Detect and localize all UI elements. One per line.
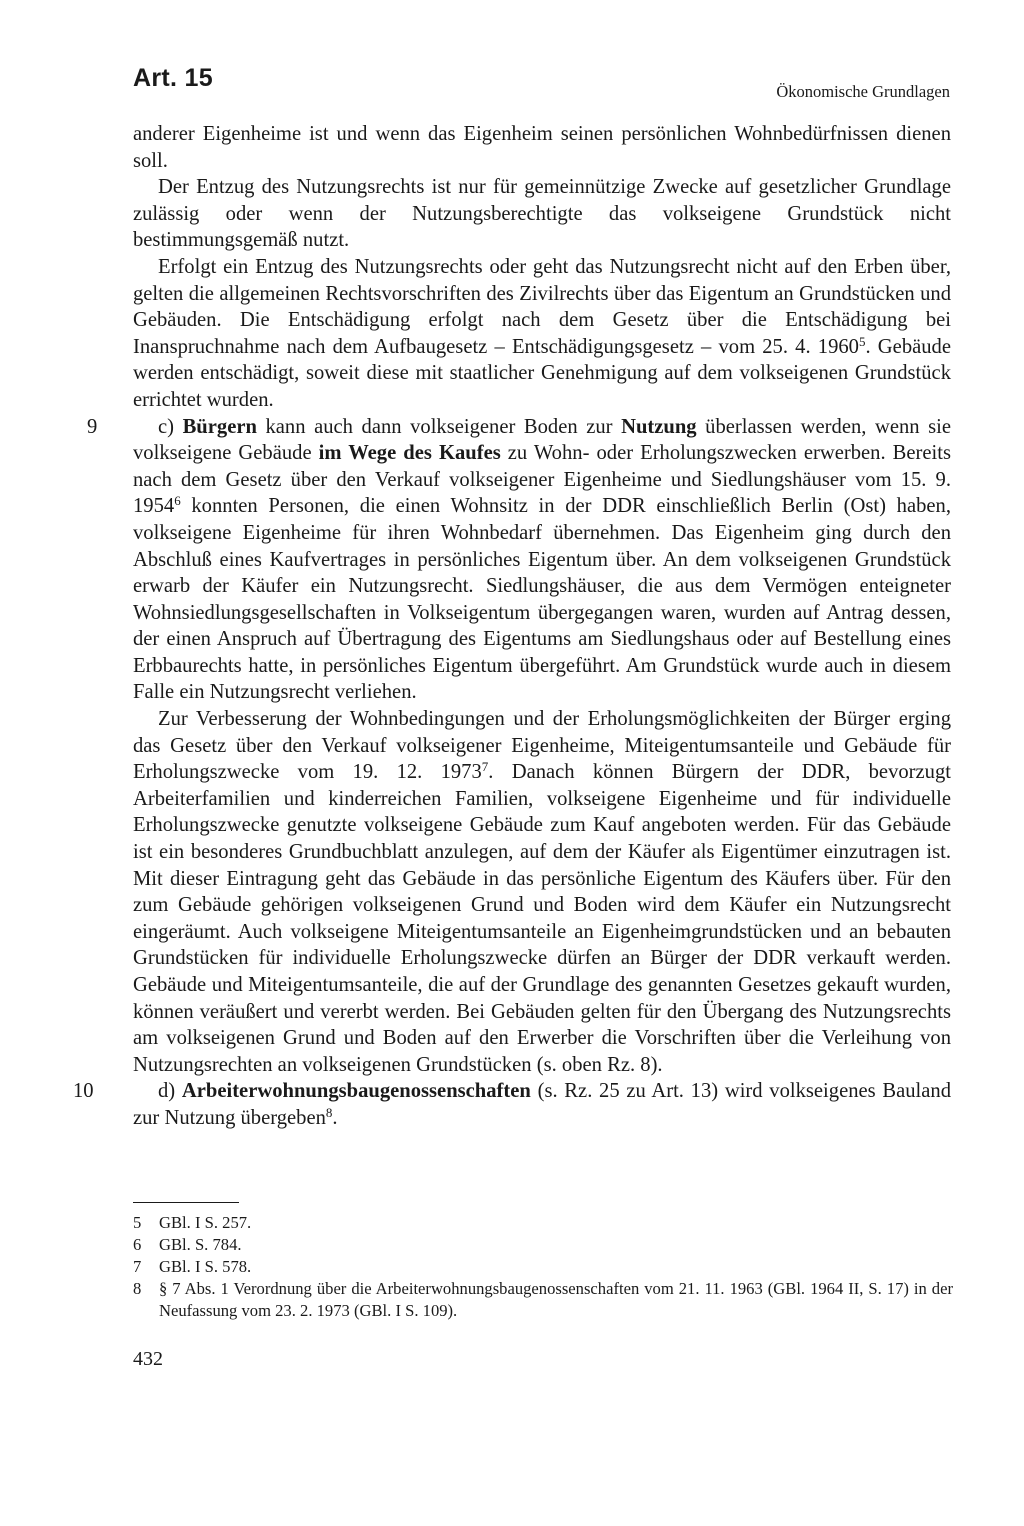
paragraph-4-text-b: kann auch dann volkseigener Boden zur (256, 415, 622, 438)
paragraph-5-text-a: Zur Verbesserung der Wohnbedingungen und der Erholungsmöglichkeiten der Bürger erging das Gesetz über den Verkauf volkseigener Eigenheime, Miteigentumsanteile und Gebäude für Erholungszwecke vom 19. 12. 1973 (133, 708, 951, 784)
paragraph-1-text: anderer Eigenheime ist und wenn das Eigenheim seinen persönlichen Wohnbedürfnissen dienen soll. (133, 123, 951, 172)
paragraph-5 (133, 706, 951, 1078)
footnote-8 (133, 1278, 953, 1322)
paragraph-2 (133, 174, 951, 254)
footnote-text: GBl. S. 784. (159, 1235, 242, 1254)
emphasis-nutzung: Nutzung (621, 415, 697, 438)
article-heading: Art. 15 (133, 64, 213, 92)
margin-number-9: 9 (87, 415, 98, 438)
paragraph-6-text-a: d) (158, 1080, 182, 1103)
paragraph-4-text-d: zu Wohn- oder Erholungszwecken erwerben. Bereits nach dem Gesetz über den Verkauf volkseigener Eigenheime und Siedlungshäuser vom 15. 9. 1954 (133, 442, 951, 518)
paragraph-4-text-c: überlassen werden, wenn sie volkseigene Gebäude (133, 415, 951, 465)
page-number: 432 (133, 1348, 163, 1370)
footnote-ref-6[interactable]: 6 (174, 493, 181, 509)
paragraph-3-text-a: Erfolgt ein Entzug des Nutzungsrechts oder geht das Nutzungsrecht nicht auf den Erben über, gelten die allgemeinen Rechtsvorschriften des Zivilrechts über das Eigentum an Grundstücken und Gebäuden. Die Entschädigung erfolgt nach dem Gesetz über die Entschädigung bei Inanspruchnahme nach dem Aufbaugesetz – Entschädigungsgesetz – vom 25. 4. 1960 (133, 255, 951, 358)
emphasis-buergern: Bürgern (182, 415, 257, 438)
paragraph-6-text-b: (s. Rz. 25 zu Art. 13) wird volkseigenes Bauland zur Nutzung übergeben (133, 1080, 951, 1129)
footnote-number: 5 (133, 1213, 142, 1232)
footnote-text: GBl. I S. 578. (159, 1257, 252, 1276)
footnote-6 (133, 1234, 953, 1256)
footnote-ref-8[interactable]: 8 (325, 1104, 333, 1120)
paragraph-6-text-c: . (332, 1106, 338, 1129)
margin-number-10: 10 (73, 1080, 94, 1103)
footnote-divider (133, 1202, 239, 1203)
footnote-number: 8 (133, 1279, 142, 1298)
paragraph-4-text-e: konnten Personen, die einen Wohnsitz in der DDR einschließlich Berlin (Ost) haben, volkseigene Eigenheime für ihren Wohnbedarf übernehmen. Das Eigenheim ging durch den Abschluß eines Kaufvertrages in persönliches Eigentum über. An dem volkseigenen Grundstück erwarb der Käufer ein Nutzungsrecht. Siedlungshäuser, die aus dem Vermögen enteigneter Wohnsiedlungsgesellschaften in Volkseigentum übergegangen waren, wurden auf Antrag dessen, der einen Anspruch auf Übertragung des Eigentums am Siedlungshaus oder auf Bestellung eines Erbbaurechts hatte, in persönliches Eigentum übergeführt. Am Grundstück wurde auch in diesem Falle ein Nutzungsrecht verliehen. (133, 495, 951, 704)
footnotes (133, 1212, 953, 1322)
emphasis-genossenschaften: Arbeiterwohnungsbaugenossenschaften (181, 1080, 531, 1103)
footnote-text: GBl. I S. 257. (159, 1213, 252, 1232)
footnote-number: 7 (133, 1257, 142, 1276)
paragraph-4 (87, 414, 951, 707)
footnote-ref-5[interactable]: 5 (858, 333, 866, 349)
emphasis-kauf: im Wege des Kaufes (318, 442, 501, 465)
footnote-ref-7[interactable]: 7 (481, 759, 489, 775)
paragraph-5-text-b: . Danach können Bürgern der DDR, bevorzugt Arbeiterfamilien und kinderreichen Familien, volkseigene Eigenheime und für individuelle Erholungszwecke genutzte volkseigene Gebäude zum Kauf angeboten werden. Für das Gebäude ist ein besonderes Grundbuchblatt anzulegen, auf dem der Käufer als Eigentümer einzutragen ist. Mit dieser Eintragung geht das Gebäude in das persönliche Eigentum des Käufers über. Für den zum Gebäude gehörigen volkseigenen Grund und Boden wird dem Käufer ein Nutzungsrecht eingeräumt. Auch volkseigene Miteigentumsanteile an Eigenheimgrundstücken und an bebauten Grundstücken für individuelle Erholungszwecke dürfen an Bürger der DDR verkauft werden. Gebäude und Miteigentumsanteile, die auf der Grundlage des genannten Gesetzes gekauft wurden, können veräußert und vererbt werden. Bei Gebäuden gelten für den Übergang des Nutzungsrechts am volkseigenen Grund und Boden auf den Erwerber die Vorschriften über die Verleihung von Nutzungsrechten an volkseigenen Grundstücken (s. oben Rz. 8). (133, 761, 951, 1076)
paragraph-3-text-b: . Gebäude werden entschädigt, soweit diese mit staatlicher Genehmigung auf dem volkseigenen Grundstück errichtet wurden. (133, 335, 951, 411)
paragraph-4-text-a: c) (158, 415, 183, 438)
footnote-text: § 7 Abs. 1 Verordnung über die Arbeiterwohnungsbaugenossenschaften vom 21. 11. 1963 (GBl. 1964 II, S. 17) in der Neufassung vom 23. 2. 1973 (GBl. I S. 109). (159, 1279, 953, 1320)
footnote-7 (133, 1256, 953, 1278)
paragraph-3 (133, 254, 951, 414)
paragraph-2-text: Der Entzug des Nutzungsrechts ist nur für gemeinnützige Zwecke auf gesetzlicher Grundlage zulässig oder wenn der Nutzungsberechtigte das volkseigene Grundstück nicht bestimmungsgemäß nutzt. (133, 176, 951, 252)
running-header: Ökonomische Grundlagen (776, 82, 950, 101)
paragraph-6 (73, 1078, 951, 1131)
paragraph-1 (133, 121, 951, 174)
footnote-number: 6 (133, 1235, 142, 1254)
body-text (73, 121, 951, 1132)
footnote-5 (133, 1212, 953, 1234)
